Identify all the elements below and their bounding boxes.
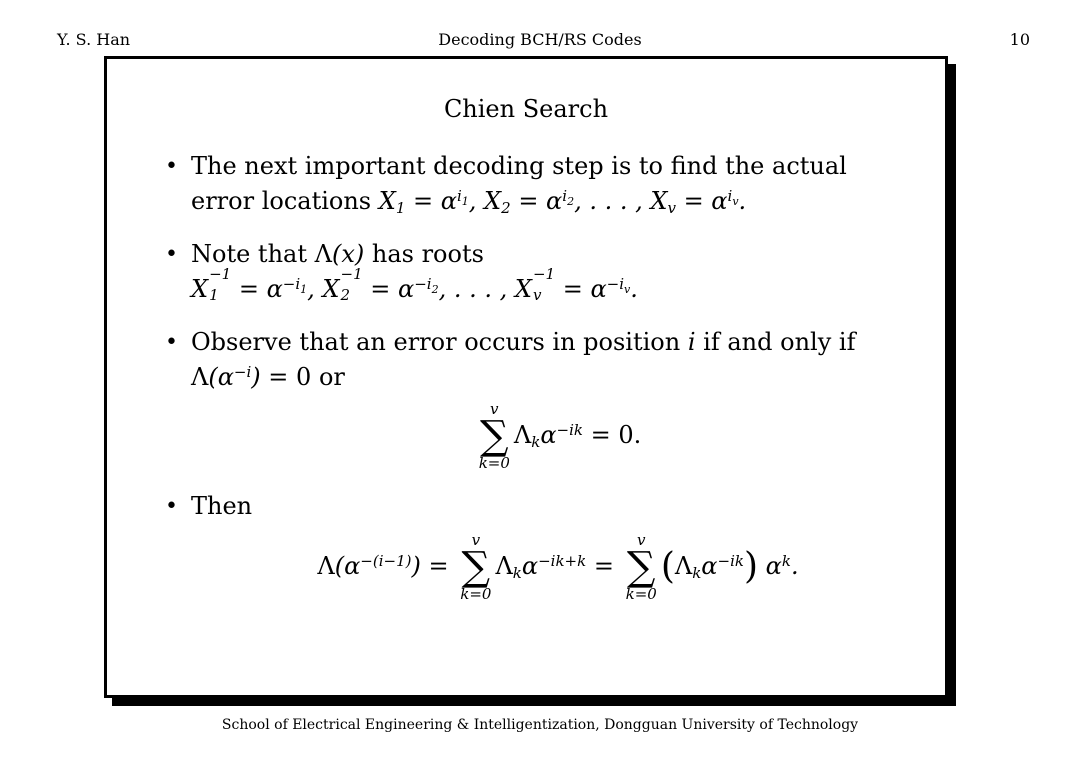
summation: v ∑ k=0: [625, 531, 657, 603]
header-title: Decoding BCH/RS Codes: [438, 30, 642, 49]
bullet-text: if and only if: [703, 328, 856, 356]
bullet-text: error locations: [191, 187, 372, 215]
page-number: 10: [1009, 30, 1030, 49]
bullet-text: has roots: [371, 240, 484, 268]
math-lambda-root: $\Lambda(\alpha^{-i}) = 0$: [191, 362, 312, 391]
bullet-line: [191, 360, 925, 395]
footer-affiliation: School of Electrical Engineering & Intelligentization, Dongguan University of Technology: [221, 717, 859, 733]
math-i: i: [687, 328, 696, 356]
bullet-then: [165, 489, 925, 602]
bullet-line: • The next important decoding step is to find the actual: [191, 152, 847, 180]
bullet-error-position: [165, 325, 925, 471]
bullet-roots: [165, 237, 925, 307]
summation: v ∑ k=0: [460, 531, 492, 603]
math-sum-equation: v ∑ k=0 Λkα$^{-ik}$ = 0.: [478, 400, 642, 472]
math-error-locations: $X1 = \alpha^{i_1}$, $X2 = \alpha^{i_2}$, . . . , $Xv = \alpha^{i_v}$.: [378, 186, 747, 218]
bullet-line: [191, 184, 925, 219]
bullet-list: [165, 149, 925, 620]
bullet-line: [191, 237, 925, 272]
bullet-text: Observe that an error occurs in position: [191, 328, 681, 356]
bullet-text: Note that: [191, 240, 307, 268]
slide-frame: [104, 56, 948, 698]
bullet-text: or: [318, 363, 345, 391]
header-author: Y. S. Han: [57, 30, 131, 49]
math-lambda: Λ(x): [314, 240, 365, 268]
slide-title: Chien Search: [443, 95, 609, 123]
math-chien-equation: $\Lambda(\alpha^{-(i-1)})$ = v ∑ k=0 Λkα$^{-ik+k}$ = v ∑ k=0 (Λkα$^{-ik}$) $\alpha^k$.: [317, 531, 799, 603]
math-roots: X −1 1 = $\alpha^{-i_1}$, X −1 2 = $\alpha^{-i_2}$, . . . , X −1 v = $\alpha^{-i_v}$.: [191, 264, 638, 304]
bullet-line: • Then: [191, 492, 253, 520]
summation: v ∑ k=0: [478, 400, 510, 472]
bullet-error-locations: [165, 149, 925, 219]
bullet-line: [191, 325, 925, 360]
